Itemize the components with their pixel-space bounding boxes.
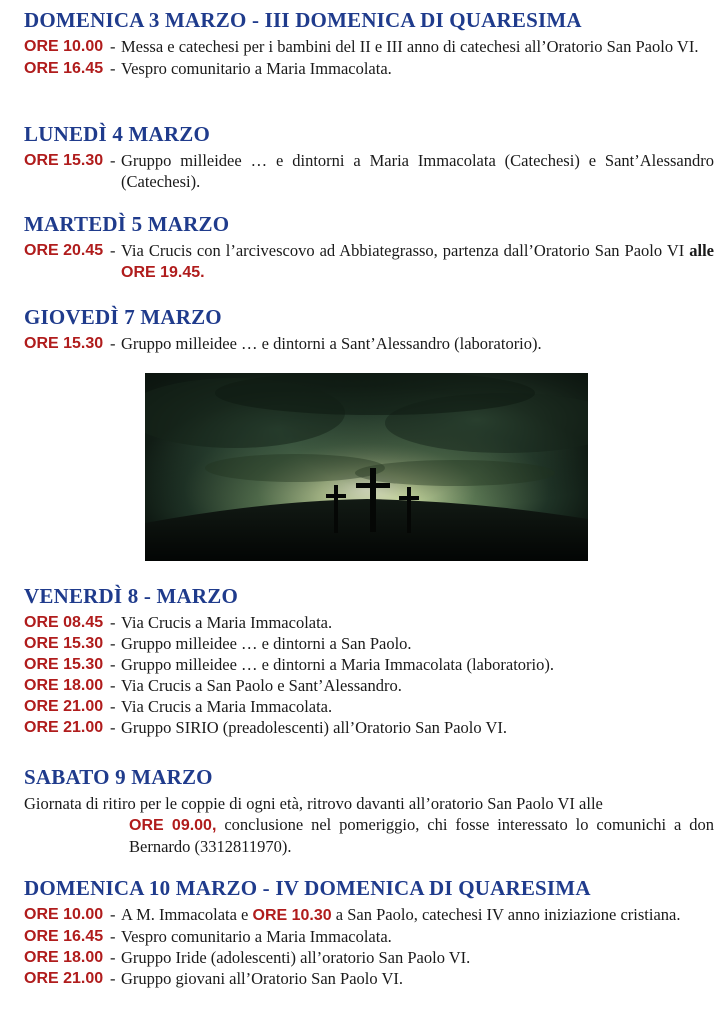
schedule-entry: ORE 08.45 - Via Crucis a Maria Immacolata. — [24, 613, 333, 632]
schedule-list — [24, 612, 714, 738]
section-friday-8 — [24, 584, 714, 738]
entry-time: ORE 15.30 — [24, 656, 104, 673]
schedule-entry: ORE 18.00 - Via Crucis a San Paolo e Sant’Alessandro. — [24, 676, 402, 695]
schedule-entry: ORE 20.45 - Via Crucis con l’arcivescovo ad Abbiategrasso, partenza dall’Oratorio San Paolo VI alle ORE 19.45. — [24, 241, 714, 281]
schedule-entry: ORE 21.00 - Gruppo SIRIO (preadolescenti) all’Oratorio San Paolo VI. — [24, 718, 507, 737]
three-crosses-icon — [145, 373, 588, 561]
schedule-entry: ORE 10.00 - Messa e catechesi per i bambini del II e III anno di catechesi all’Oratorio San Paolo VI. — [24, 37, 699, 56]
section-tuesday-5 — [24, 212, 714, 283]
entry-time: ORE 08.45 — [24, 614, 104, 631]
section-sunday-3 — [24, 8, 714, 79]
entry-time: ORE 15.30 — [24, 152, 104, 169]
paragraph-text: conclusione nel pomeriggio, chi fosse interessato lo comunichi a don Bernardo (3312811970). — [129, 815, 715, 856]
entry-text: Gruppo Iride (adolescenti) all’oratorio San Paolo VI. — [121, 948, 471, 967]
schedule-entry: ORE 10.00 - A M. Immacolata e ORE 10.30 a San Paolo, catechesi IV anno iniziazione cristiana. — [24, 905, 681, 924]
entry-time: ORE 10.00 — [24, 906, 104, 923]
schedule-entry: ORE 15.30 - Gruppo milleidee … e dintorni a Maria Immacolata (Catechesi) e Sant’Alessandro (Catechesi). — [24, 151, 714, 191]
entry-text: a San Paolo, catechesi IV anno iniziazione cristiana. — [335, 905, 681, 924]
entry-text: Gruppo milleidee … e dintorni a San Paolo. — [121, 634, 412, 653]
entry-time: ORE 16.45 — [24, 60, 104, 77]
entry-time: ORE 20.45 — [24, 242, 104, 259]
retreat-paragraph-continued — [24, 814, 714, 857]
paragraph-text: Giornata di ritiro per le coppie di ogni età, ritrovo davanti all’oratorio San Paolo VI alle — [24, 794, 603, 813]
schedule-entry: ORE 18.00 - Gruppo Iride (adolescenti) all’oratorio San Paolo VI. — [24, 948, 471, 967]
retreat-paragraph — [24, 793, 714, 814]
entry-text: Gruppo milleidee … e dintorni a Sant’Alessandro (laboratorio). — [121, 334, 542, 353]
entry-time-secondary: ORE 10.30 — [252, 907, 332, 924]
entry-time: ORE 15.30 — [24, 335, 104, 352]
schedule-entry: ORE 15.30 - Gruppo milleidee … e dintorni a Maria Immacolata (laboratorio). — [24, 655, 554, 674]
entry-text: Via Crucis a Maria Immacolata. — [121, 697, 333, 716]
section-monday-4 — [24, 122, 714, 192]
entry-time: ORE 21.00 — [24, 698, 104, 715]
entry-time: ORE 21.00 — [24, 970, 104, 987]
entry-text: Gruppo milleidee … e dintorni a Maria Immacolata (Catechesi) e Sant’Alessandro (Catechesi). — [121, 151, 714, 191]
entry-text: Gruppo milleidee … e dintorni a Maria Immacolata (laboratorio). — [121, 655, 554, 674]
entry-time: ORE 18.00 — [24, 677, 104, 694]
section-sunday-10 — [24, 876, 714, 989]
section-saturday-9 — [24, 765, 714, 857]
section-title: GIOVEDÌ 7 MARZO — [24, 305, 222, 329]
entry-time: ORE 10.00 — [24, 38, 104, 55]
entry-text: Via Crucis a San Paolo e Sant’Alessandro. — [121, 676, 402, 695]
entry-time-secondary: ORE 19.45. — [121, 264, 205, 281]
entry-text: Vespro comunitario a Maria Immacolata. — [121, 927, 392, 946]
schedule-entry: ORE 16.45 - Vespro comunitario a Maria Immacolata. — [24, 59, 392, 78]
entry-time: ORE 15.30 — [24, 635, 104, 652]
three-crosses-image — [145, 373, 588, 561]
entry-text: Gruppo SIRIO (preadolescenti) all’Oratorio San Paolo VI. — [121, 718, 507, 737]
schedule-entry: ORE 15.30 - Gruppo milleidee … e dintorni a Sant’Alessandro (laboratorio). — [24, 334, 542, 353]
schedule-entry: ORE 21.00 - Gruppo giovani all’Oratorio San Paolo VI. — [24, 969, 403, 988]
entry-text: Gruppo giovani all’Oratorio San Paolo VI. — [121, 969, 403, 988]
entry-time: ORE 21.00 — [24, 719, 104, 736]
schedule-entry: ORE 21.00 - Via Crucis a Maria Immacolata. — [24, 697, 333, 716]
section-thursday-7 — [24, 305, 714, 354]
section-title: DOMENICA 10 MARZO - IV DOMENICA DI QUARESIMA — [24, 876, 591, 900]
entry-text: A M. Immacolata e — [121, 905, 249, 924]
section-title: LUNEDÌ 4 MARZO — [24, 122, 210, 146]
entry-text: Via Crucis a Maria Immacolata. — [121, 613, 333, 632]
entry-time: ORE 18.00 — [24, 949, 104, 966]
section-title: MARTEDÌ 5 MARZO — [24, 212, 230, 236]
entry-alle: alle — [689, 241, 714, 260]
paragraph-time: ORE 09.00, — [129, 817, 217, 834]
schedule-entry: ORE 15.30 - Gruppo milleidee … e dintorni a San Paolo. — [24, 634, 412, 653]
section-title: SABATO 9 MARZO — [24, 765, 213, 789]
entry-text: Vespro comunitario a Maria Immacolata. — [121, 59, 392, 78]
entry-text: Via Crucis con l’arcivescovo ad Abbiategrasso, partenza dall’Oratorio San Paolo VI — [121, 241, 685, 260]
section-title: DOMENICA 3 MARZO - III DOMENICA DI QUARESIMA — [24, 8, 582, 32]
section-title: VENERDÌ 8 - MARZO — [24, 584, 238, 608]
entry-text: Messa e catechesi per i bambini del II e III anno di catechesi all’Oratorio San Paolo VI. — [121, 37, 699, 56]
schedule-entry: ORE 16.45 - Vespro comunitario a Maria Immacolata. — [24, 927, 392, 946]
entry-time: ORE 16.45 — [24, 928, 104, 945]
